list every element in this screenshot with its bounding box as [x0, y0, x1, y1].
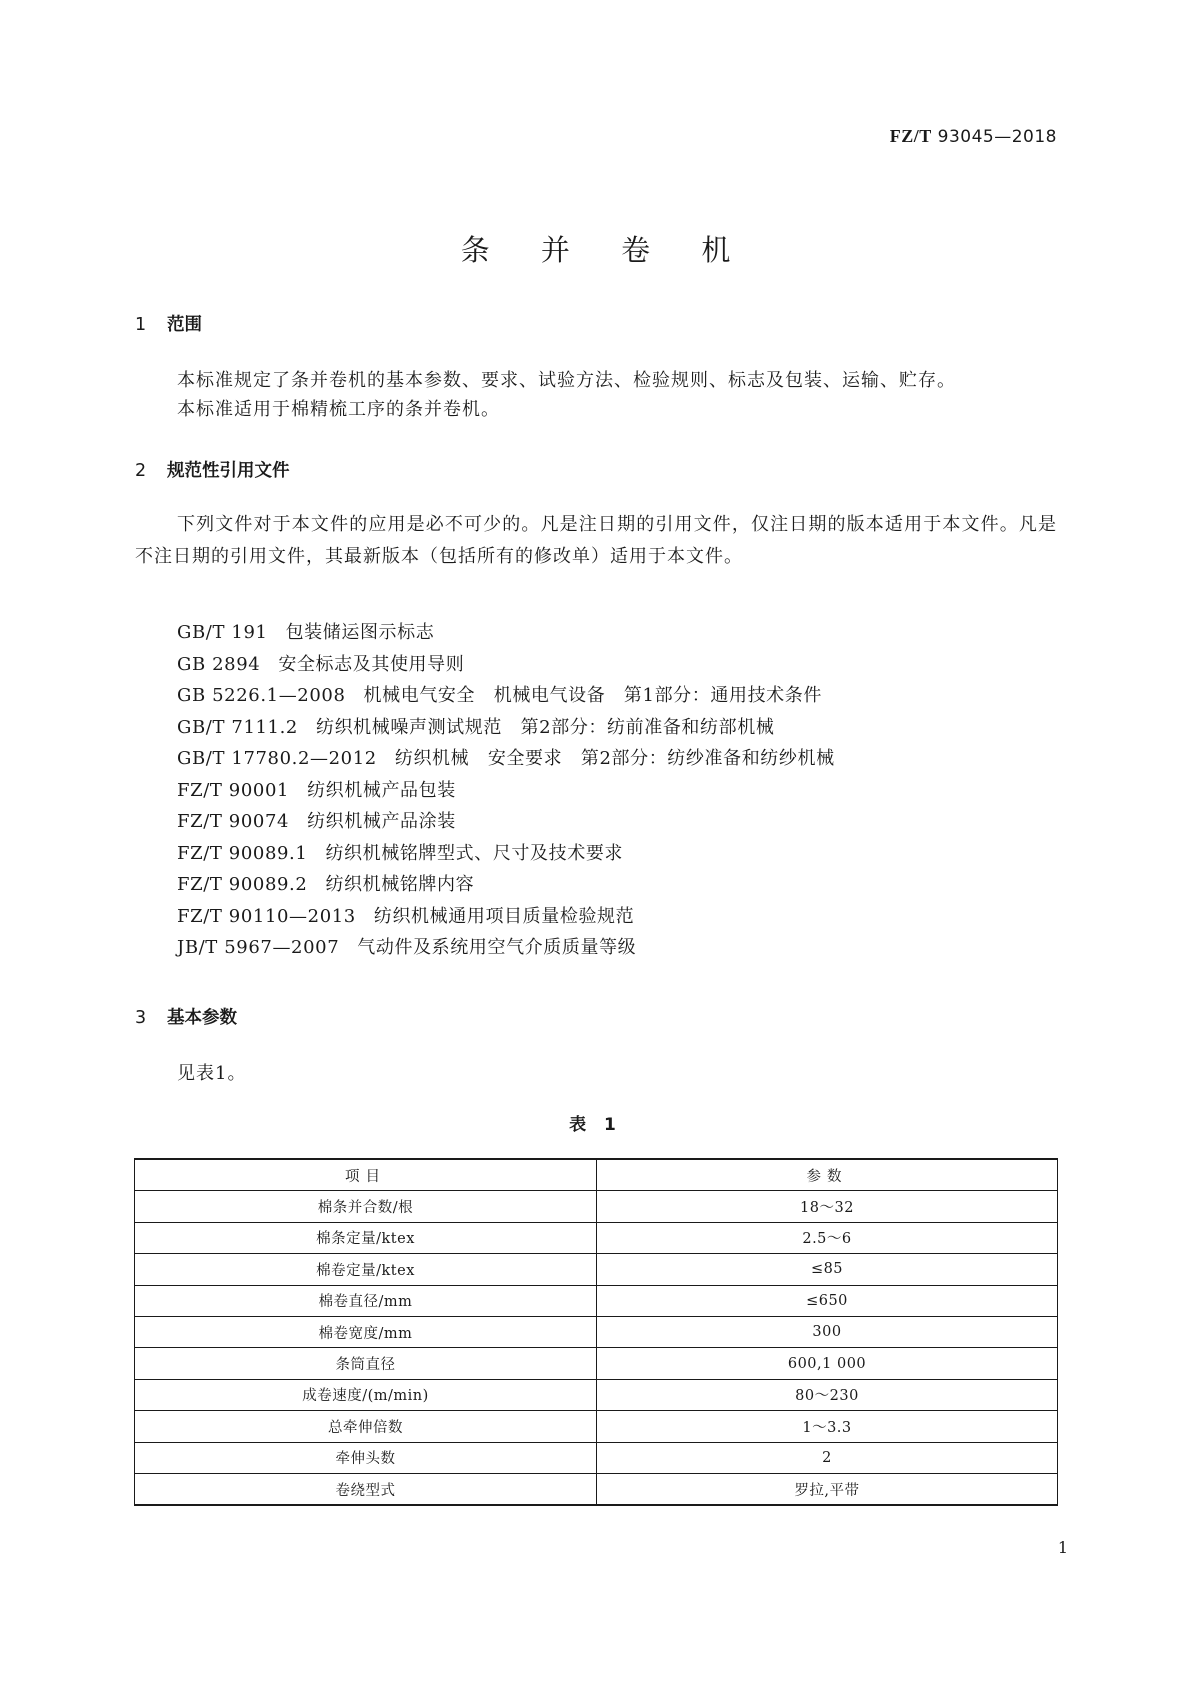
reference-title: 纺织机械产品包装 — [307, 779, 456, 801]
standard-prefix: FZ/T — [889, 126, 932, 146]
reference-code: GB/T 191 — [177, 622, 268, 643]
reference-title: 包装储运图示标志 — [285, 622, 435, 643]
reference-title: 机械电气安全 机械电气设备 第1部分：通用技术条件 — [363, 685, 822, 706]
section-2-paragraph: 下列文件对于本文件的应用是必不可少的。凡是注日期的引用文件，仅注日期的版本适用于本文件。凡是不注日期的引用文件，其最新版本（包括所有的修改单）适用于本文件。 — [135, 514, 1057, 567]
reference-code: GB/T 7111.2 — [177, 716, 298, 738]
reference-item — [177, 775, 835, 807]
reference-code: GB/T 17780.2—2012 — [177, 748, 377, 769]
reference-item — [177, 743, 835, 775]
reference-item — [177, 869, 835, 901]
cell-item: 成卷速度/(m/min) — [135, 1379, 597, 1410]
cell-item: 棉条定量/ktex — [135, 1222, 597, 1253]
cell-value: 罗拉,平带 — [597, 1473, 1058, 1505]
table-row — [135, 1473, 1058, 1505]
parameters-table — [134, 1158, 1058, 1506]
reference-title: 纺织机械铭牌内容 — [325, 874, 475, 895]
standard-code: 93045—2018 — [937, 127, 1057, 147]
reference-title: 纺织机械产品涂装 — [307, 811, 456, 832]
column-header-item: 项目 — [135, 1159, 597, 1191]
table-caption: 表 1 — [569, 1115, 622, 1135]
page-number: 1 — [1057, 1538, 1068, 1557]
cell-value: 600,1 000 — [597, 1348, 1058, 1379]
reference-title: 气动件及系统用空气介质质量等级 — [357, 937, 637, 958]
section-2-heading — [135, 457, 290, 482]
reference-title: 纺织机械通用项目质量检验规范 — [373, 905, 635, 927]
table-row — [135, 1379, 1058, 1410]
section-title: 规范性引用文件 — [167, 461, 290, 481]
cell-item: 牵伸头数 — [135, 1442, 597, 1473]
reference-code: GB 2894 — [177, 653, 261, 675]
section-title: 范围 — [167, 315, 202, 335]
reference-code: FZ/T 90074 — [177, 811, 290, 832]
section-number: 1 — [135, 315, 147, 335]
reference-code: GB 5226.1—2008 — [177, 685, 346, 706]
section-1-paragraph-2: 本标准适用于棉精梳工序的条并卷机。 — [177, 399, 500, 420]
section-title: 基本参数 — [167, 1008, 237, 1028]
section-3-heading — [135, 1004, 237, 1029]
cell-value: 2.5～6 — [597, 1222, 1058, 1253]
cell-value: ≤650 — [597, 1285, 1058, 1316]
cell-value: 2 — [597, 1442, 1058, 1473]
cell-item: 卷绕型式 — [135, 1473, 597, 1505]
reference-code: FZ/T 90089.1 — [177, 842, 308, 864]
table-row — [135, 1254, 1058, 1285]
reference-item — [177, 712, 835, 744]
column-header-parameter: 参数 — [597, 1159, 1058, 1191]
cell-item: 总牵伸倍数 — [135, 1411, 597, 1442]
reference-title: 纺织机械 安全要求 第2部分：纺纱准备和纺纱机械 — [394, 748, 835, 769]
table-row — [135, 1348, 1058, 1379]
reference-code: FZ/T 90110—2013 — [177, 905, 356, 927]
section-3-paragraph: 见表1。 — [177, 1063, 247, 1084]
reference-item — [177, 806, 835, 838]
reference-item — [177, 838, 835, 870]
reference-item — [177, 932, 835, 964]
reference-code: FZ/T 90089.2 — [177, 874, 308, 895]
cell-value: 18～32 — [597, 1191, 1058, 1222]
document-title: 条 并 卷 机 — [460, 233, 752, 267]
cell-item: 棉卷直径/mm — [135, 1285, 597, 1316]
reference-item — [177, 649, 835, 681]
cell-item: 棉卷宽度/mm — [135, 1316, 597, 1347]
reference-item — [177, 901, 835, 933]
reference-code: FZ/T 90001 — [177, 779, 290, 801]
table-row — [135, 1191, 1058, 1222]
table-header-row — [135, 1159, 1058, 1191]
table-row — [135, 1285, 1058, 1316]
reference-title: 纺织机械铭牌型式、尺寸及技术要求 — [325, 842, 624, 864]
table-row — [135, 1222, 1058, 1253]
section-number: 2 — [135, 461, 147, 481]
cell-item: 条筒直径 — [135, 1348, 597, 1379]
cell-value: 1～3.3 — [597, 1411, 1058, 1442]
section-number: 3 — [135, 1008, 147, 1028]
table-row — [135, 1411, 1058, 1442]
standard-number — [890, 126, 1057, 147]
section-1-paragraph-1: 本标准规定了条并卷机的基本参数、要求、试验方法、检验规则、标志及包装、运输、贮存。 — [177, 370, 956, 391]
reference-code: JB/T 5967—2007 — [177, 937, 340, 958]
cell-value: ≤85 — [597, 1254, 1058, 1285]
table-row — [135, 1316, 1058, 1347]
cell-value: 80～230 — [597, 1379, 1058, 1410]
section-1-heading — [135, 311, 202, 336]
reference-item — [177, 617, 835, 649]
table-row — [135, 1442, 1058, 1473]
reference-item — [177, 680, 835, 712]
normative-references-list — [177, 617, 835, 964]
reference-title: 安全标志及其使用导则 — [278, 653, 465, 675]
reference-title: 纺织机械噪声测试规范 第2部分：纺前准备和纺部机械 — [315, 716, 775, 738]
cell-item: 棉卷定量/ktex — [135, 1254, 597, 1285]
cell-item: 棉条并合数/根 — [135, 1191, 597, 1222]
cell-value: 300 — [597, 1316, 1058, 1347]
